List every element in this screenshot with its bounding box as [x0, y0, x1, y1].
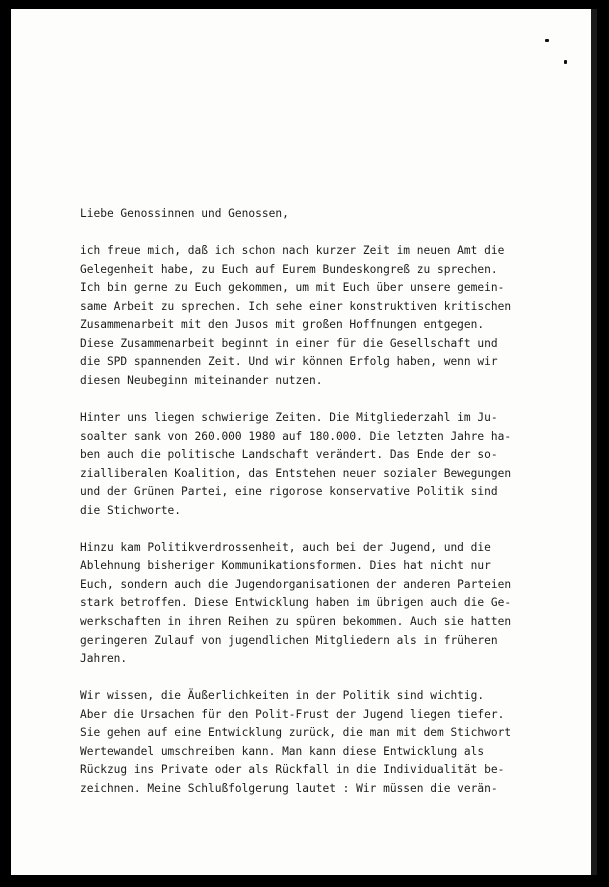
text-line: Rückzug ins Private oder als Rückfall in die Individualität be-: [80, 763, 505, 777]
scan-edge-shadow: [591, 9, 597, 875]
text-line: Sie gehen auf eine Entwicklung zurück, die man mit dem Stichwort: [80, 726, 512, 740]
text-line: werkschaften in ihren Reihen zu spüren bekommen. Auch sie hatten: [80, 615, 512, 629]
letter-body: [80, 205, 550, 799]
text-line: zialliberalen Koalition, das Entstehen neuer sozialer Bewegungen: [80, 466, 512, 480]
paragraph-3: [80, 539, 550, 669]
text-line: Wir wissen, die Äußerlichkeiten in der Politik sind wichtig.: [80, 689, 485, 703]
text-line: geringeren Zulauf von jugendlichen Mitgliedern als in früheren: [80, 633, 498, 647]
text-line: Hinzu kam Politikverdrossenheit, auch bei der Jugend, und die: [80, 540, 491, 554]
text-line: same Arbeit zu sprechen. Ich sehe einer konstruktiven kritischen: [80, 299, 512, 313]
text-line: Diese Zusammenarbeit beginnt in einer für die Gesellschaft und: [80, 336, 498, 350]
text-line: Hinter uns liegen schwierige Zeiten. Die Mitgliederzahl im Ju-: [80, 411, 498, 425]
text-line: Jahren.: [80, 652, 128, 666]
text-line: diesen Neubeginn miteinander nutzen.: [80, 373, 323, 387]
text-line: ben auch die politische Landschaft verändert. Das Ende der so-: [80, 448, 498, 462]
text-line: ich freue mich, daß ich schon nach kurzer Zeit im neuen Amt die: [80, 244, 505, 258]
paragraph-1: [80, 242, 550, 390]
text-line: Ich bin gerne zu Euch gekommen, um mit Euch über unsere gemein-: [80, 281, 505, 295]
text-line: Euch, sondern auch die Jugendorganisationen der anderen Parteien: [80, 577, 512, 591]
text-line: Zusammenarbeit mit den Jusos mit großen Hoffnungen entgegen.: [80, 318, 485, 332]
paragraph-2: [80, 409, 550, 520]
scan-speck: [564, 60, 567, 64]
salutation: Liebe Genossinnen und Genossen,: [80, 207, 289, 220]
scan-speck: [545, 39, 549, 42]
text-line: die SPD spannenden Zeit. Und wir können Erfolg haben, wenn wir: [80, 355, 498, 369]
text-line: Gelegenheit habe, zu Euch auf Eurem Bundeskongreß zu sprechen.: [80, 262, 498, 276]
text-line: zeichnen. Meine Schlußfolgerung lautet : Wir müssen die verän-: [80, 781, 498, 795]
text-line: Aber die Ursachen für den Polit-Frust der Jugend liegen tiefer.: [80, 707, 505, 721]
text-line: Wertewandel umschreiben kann. Man kann diese Entwicklung als: [80, 744, 485, 758]
text-line: und der Grünen Partei, eine rigorose konservative Politik sind: [80, 485, 498, 499]
paragraph-4: [80, 687, 550, 798]
text-line: soalter sank von 260.000 1980 auf 180.000. Die letzten Jahre ha-: [80, 429, 512, 443]
text-line: stark betroffen. Diese Entwicklung haben im übrigen auch die Ge-: [80, 596, 512, 610]
document-page: [11, 9, 597, 875]
text-line: die Stichworte.: [80, 503, 182, 517]
text-line: Ablehnung bisheriger Kommunikationsformen. Dies hat nicht nur: [80, 559, 491, 573]
